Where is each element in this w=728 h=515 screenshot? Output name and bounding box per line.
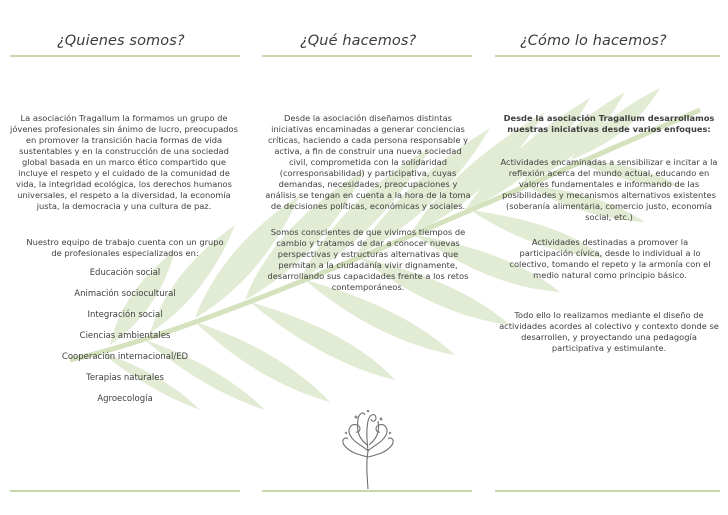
specialty-item: Ciencias ambientales: [79, 331, 171, 341]
divider-left: [10, 55, 240, 57]
what-paragraph-1: Desde la asociación diseñamos distintas iniciativas encaminadas a generar conciencias críticas, haciendo a cada persona responsable y activa, a fin de construir una nueva sociedad civil, comprometida con la solidaridad (corresponsabilidad) y participativa, cuyas demandas, necesidades, preocupaciones y análisis se tengan en cuenta a la hora de la toma de decisiones políticas, económicas y sociales.: [265, 113, 471, 211]
divider-bottom-left: [10, 490, 240, 492]
approach-2-block: [505, 237, 715, 281]
approach-2-paragraph: Actividades destinadas a promover la participación cívica, desde lo individual a lo colectivo, tomando el repeto y la armonía con el medio natural como principio básico.: [509, 237, 711, 280]
column-quienes-somos: [8, 113, 240, 212]
what-paragraph-2-block: [264, 227, 472, 293]
specialty-item: Integración social: [87, 310, 163, 320]
specialty-item: Terapias naturales: [86, 373, 164, 383]
what-paragraph-2: Somos conscientes de que vivimos tiempos de cambio y tratamos de dar a conocer nuevas perspectivas y estructuras alternativas que permitan a la ciudadanía vivir dignamente, desarrollando sus capacidades frente a los retos contemporáneos.: [267, 227, 469, 292]
specialty-item: Cooperación internacional/ED: [61, 352, 189, 362]
specialty-item: Educación social: [89, 268, 161, 278]
approach-1-paragraph: Actividades encaminadas a sensibilizar e incitar a la reflexión acerca del mundo actual, educando en valores fundamentales e informando de las posibilidades y mecanismos alternativos existentes (soberanía alimentaria, comercio justo, economía social, etc.): [500, 157, 718, 222]
title-quienes-somos: ¿Quienes somos?: [57, 33, 185, 49]
specialty-item: Animación sociocultural: [74, 289, 176, 299]
approach-heading: Desde la asociación Tragallum desarrollamos nuestras iniciativas desde varios enfoques:: [503, 113, 715, 134]
column-que-hacemos: [264, 113, 472, 212]
divider-middle: [262, 55, 472, 57]
divider-right: [495, 55, 720, 57]
approach-1-block: [495, 157, 723, 223]
intro-paragraph: La asociación Tragallum la formamos un grupo de jóvenes profesionales sin ánimo de lucro, preocupados en promover la transición hacia formas de vida sustentables y en la construcción de una sociedad global basada en un marco ético compartido que incluye el respeto y el cuidado de la comunidad de vida, la integridad ecológica, los derechos humanos universales, el respeto a la diversidad, la economía justa, la democracia y una cultura de paz.: [10, 113, 238, 211]
closing-paragraph: Todo ello lo realizamos mediante el diseño de actividades acordes al colectivo y contexto donde se desarrollen, y proyectando una pedagogía participativa y estimulante.: [499, 310, 719, 353]
title-como-lo-hacemos: ¿Cómo lo hacemos?: [520, 33, 667, 49]
title-que-hacemos: ¿Qué hacemos?: [300, 33, 417, 49]
team-intro-block: [20, 237, 230, 259]
spiral-tree-icon: [336, 405, 400, 491]
team-intro-paragraph: Nuestro equipo de trabajo cuenta con un grupo de profesionales especializados en:: [26, 237, 224, 258]
divider-bottom-right: [495, 490, 720, 492]
column-como-lo-hacemos: [495, 113, 723, 135]
specialty-item: Agroecología: [97, 394, 153, 404]
closing-block: [495, 310, 723, 354]
